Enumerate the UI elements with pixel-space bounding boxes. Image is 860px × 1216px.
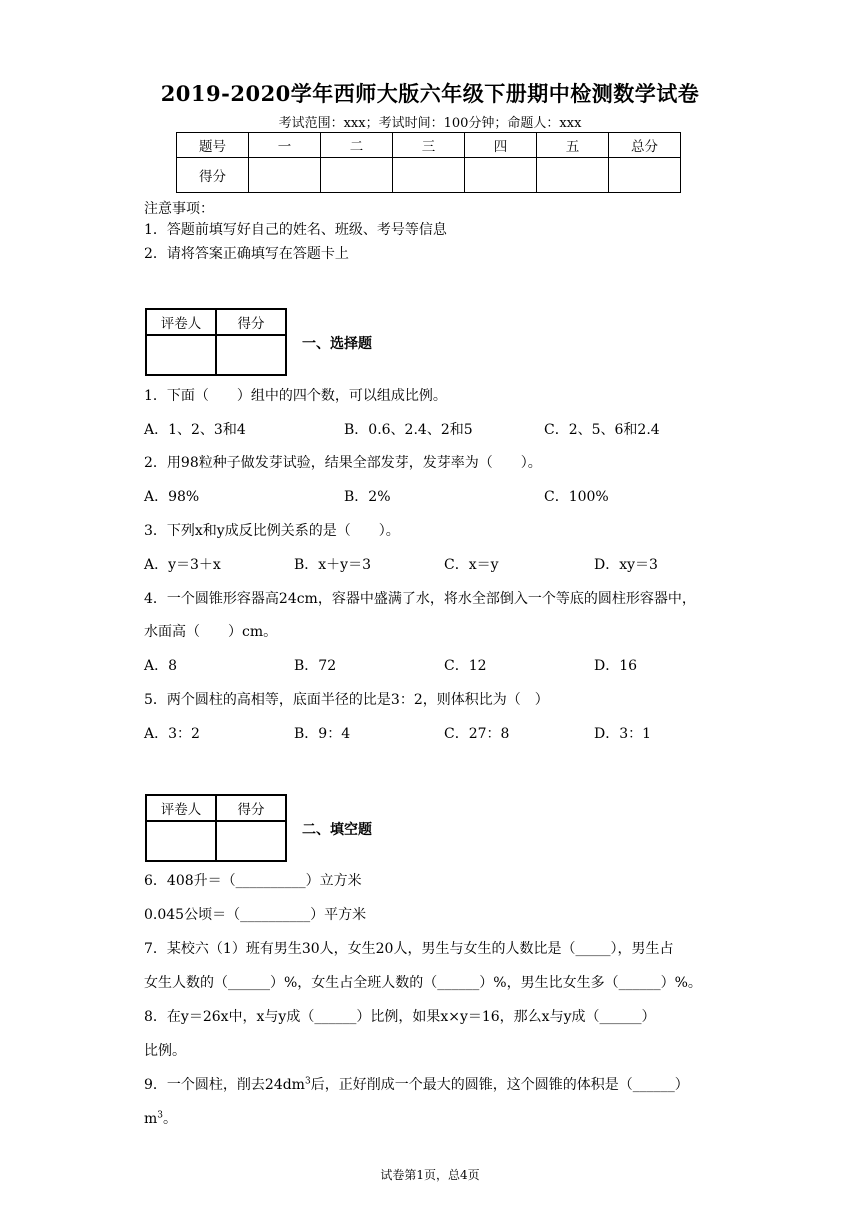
- score-cell[interactable]: [249, 158, 321, 193]
- question-stem: 1．下面（ ）组中的四个数，可以组成比例。: [144, 388, 447, 404]
- fill-question: 0.045公顷＝（__________）平方米: [144, 907, 367, 923]
- option[interactable]: D．3：1: [594, 726, 652, 742]
- fill-question-cont: 比例。: [144, 1043, 186, 1059]
- grader-box: [145, 794, 287, 862]
- header-cell: 四: [465, 133, 537, 158]
- page-footer: 试卷第1页，总4页: [380, 1168, 480, 1182]
- page-title: 2019-2020学年西师大版六年级下册期中检测数学试卷: [160, 81, 700, 106]
- option[interactable]: A．3：2: [144, 726, 200, 742]
- question-stem: 3．下列x和y成反比例关系的是（ ）。: [144, 523, 400, 539]
- question-stem: 4．一个圆锥形容器高24cm，容器中盛满了水，将水全部倒入一个等底的圆柱形容器中，: [144, 591, 696, 607]
- option[interactable]: A．8: [144, 658, 178, 674]
- header-cell: 总分: [609, 133, 681, 158]
- option[interactable]: C．27：8: [444, 726, 510, 742]
- fill-question-cont: 女生人数的（______）%，女生占全班人数的（______）%，男生比女生多（______）%。: [144, 975, 702, 991]
- score-cell[interactable]: [321, 158, 393, 193]
- grader-score-cell[interactable]: [216, 821, 286, 861]
- row-label: 得分: [177, 158, 249, 193]
- option[interactable]: B．0.6、2.4、2和5: [344, 422, 473, 438]
- option[interactable]: D．xy＝3: [594, 557, 658, 573]
- q9-end: 。: [163, 1111, 178, 1127]
- score-table-score-row: [177, 158, 681, 193]
- score-table-header-row: [177, 133, 681, 158]
- option[interactable]: C．100%: [544, 489, 609, 505]
- grader-score-label: 得分: [216, 795, 286, 821]
- grader-cell[interactable]: [146, 335, 216, 375]
- superscript: 3: [304, 1076, 311, 1087]
- q9-unit: m: [144, 1111, 158, 1127]
- q9-text-a: 9．一个圆柱，削去24dm: [144, 1077, 305, 1093]
- fill-question: 7．某校六（1）班有男生30人，女生20人，男生与女生的人数比是（_____），男生占: [144, 941, 674, 957]
- grader-label: 评卷人: [146, 309, 216, 335]
- grader-label: 评卷人: [146, 795, 216, 821]
- option[interactable]: A．1、2、3和4: [144, 422, 246, 438]
- q9-text-b: 后，正好削成一个最大的圆锥，这个圆锥的体积是（______）: [310, 1077, 689, 1093]
- header-cell: 一: [249, 133, 321, 158]
- score-cell[interactable]: [393, 158, 465, 193]
- question-stem-cont: 水面高（ ）cm。: [144, 624, 278, 640]
- option[interactable]: B．x＋y＝3: [294, 557, 371, 573]
- option[interactable]: C．2、5、6和2.4: [544, 422, 660, 438]
- exam-info: 考试范围：xxx；考试时间：100分钟；命题人：xxx: [278, 116, 582, 131]
- superscript: 3: [157, 1110, 164, 1121]
- option[interactable]: B．9：4: [294, 726, 351, 742]
- header-cell: 三: [393, 133, 465, 158]
- option[interactable]: C．x＝y: [444, 557, 499, 573]
- notes-heading: 注意事项：: [144, 201, 214, 217]
- question-stem: 5．两个圆柱的高相等，底面半径的比是3：2，则体积比为（ ）: [144, 692, 549, 708]
- score-table: [176, 132, 681, 193]
- note-item: 2．请将答案正确填写在答题卡上: [144, 246, 349, 262]
- option[interactable]: C．12: [444, 658, 487, 674]
- grader-score-label: 得分: [216, 309, 286, 335]
- grader-score-cell[interactable]: [216, 335, 286, 375]
- fill-question: [144, 1074, 689, 1094]
- header-cell: 五: [537, 133, 609, 158]
- section-heading: 一、选择题: [302, 336, 372, 352]
- option[interactable]: A．y＝3＋x: [144, 557, 221, 573]
- score-cell[interactable]: [537, 158, 609, 193]
- option[interactable]: B．72: [294, 658, 337, 674]
- note-item: 1．答题前填写好自己的姓名、班级、考号等信息: [144, 222, 447, 238]
- fill-question-cont: [144, 1108, 177, 1128]
- option[interactable]: A．98%: [144, 489, 200, 505]
- fill-question: 8．在y＝26x中，x与y成（______）比例，如果x×y＝16，那么x与y成（______）: [144, 1009, 656, 1025]
- section-heading: 二、填空题: [302, 822, 372, 838]
- option[interactable]: D．16: [594, 658, 638, 674]
- score-cell[interactable]: [609, 158, 681, 193]
- grader-cell[interactable]: [146, 821, 216, 861]
- grader-box: [145, 308, 287, 376]
- option[interactable]: B．2%: [344, 489, 391, 505]
- score-cell[interactable]: [465, 158, 537, 193]
- header-cell: 题号: [177, 133, 249, 158]
- fill-question: 6．408升＝（__________）立方米: [144, 873, 362, 889]
- question-stem: 2．用98粒种子做发芽试验，结果全部发芽，发芽率为（ ）。: [144, 455, 542, 471]
- header-cell: 二: [321, 133, 393, 158]
